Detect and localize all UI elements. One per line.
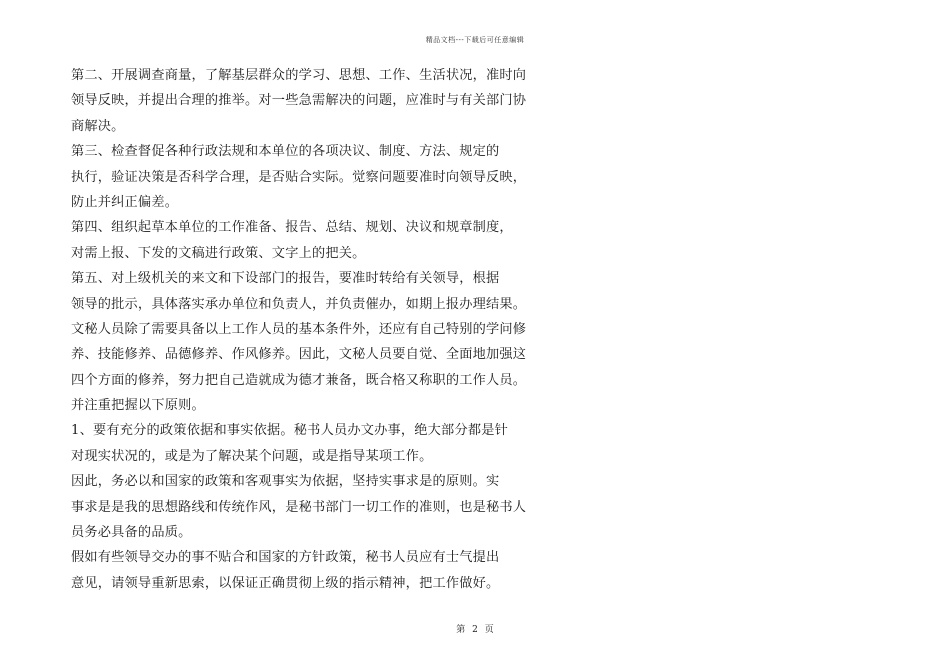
text-line: 商解决。 [71, 118, 125, 134]
text-line: 四个方面的修养，努力把自己造就成为德才兼备，既合格又称职的工作人员。 [71, 372, 527, 388]
text-line: 第三、检查督促各种行政法规和本单位的各项决议、制度、方法、规定的 [71, 144, 500, 160]
text-line: 假如有些领导交办的事不贴合和国家的方针政策，秘书人员应有士气提出 [71, 550, 500, 566]
text-line: 第四、组织起草本单位的工作准备、报告、总结、规划、决议和规章制度， [71, 220, 513, 236]
text-line: 执行，验证决策是否科学合理，是否贴合实际。觉察问题要准时向领导反映， [71, 169, 527, 185]
text-line: 领导的批示，具体落实承办单位和负责人，并负责催办，如期上报办理结果。 [71, 296, 527, 312]
text-line: 养、技能修养、品德修养、作风修养。因此，文秘人员要自觉、全面地加强这 [71, 347, 527, 363]
text-line: 对现实状况的，或是为了解决某个问题，或是指导某项工作。 [71, 448, 433, 464]
page-footer [0, 622, 950, 635]
text-line: 事求是是我的思想路线和传统作风，是秘书部门一切工作的准则，也是秘书人 [71, 499, 527, 515]
page-number-prefix: 第 [456, 625, 466, 635]
text-line: 并注重把握以下原则。 [71, 398, 205, 414]
text-line: 意见，请领导重新思索，以保证正确贯彻上级的指示精神，把工作做好。 [71, 575, 500, 591]
page-number: 2 [472, 625, 478, 635]
text-line: 1、要有充分的政策依据和事实依据。秘书人员办文办事，绝大部分都是针 [71, 423, 508, 439]
text-line: 文秘人员除了需要具备以上工作人员的基本条件外，还应有自己特别的学问修 [71, 321, 527, 337]
text-line: 第二、开展调查商量，了解基层群众的学习、思想、工作、生活状况，准时向 [71, 68, 527, 83]
text-line: 员务必具备的品质。 [71, 525, 192, 541]
text-line: 领导反映，并提出合理的推举。对一些急需解决的问题，应准时与有关部门协 [71, 93, 527, 109]
text-line: 因此，务必以和国家的政策和客观事实为依据，坚持实事求是的原则。实 [71, 474, 500, 490]
page-number-suffix: 页 [484, 625, 494, 635]
document-body [71, 63, 527, 596]
text-line: 第五、对上级机关的来文和下设部门的报告，要准时转给有关领导，根据 [71, 271, 500, 287]
header-note: 精品文档---下载后可任意编辑 [425, 36, 525, 44]
text-line: 对需上报、下发的文稿进行政策、文字上的把关。 [71, 245, 366, 261]
text-line: 防止并纠正偏差。 [71, 194, 179, 210]
